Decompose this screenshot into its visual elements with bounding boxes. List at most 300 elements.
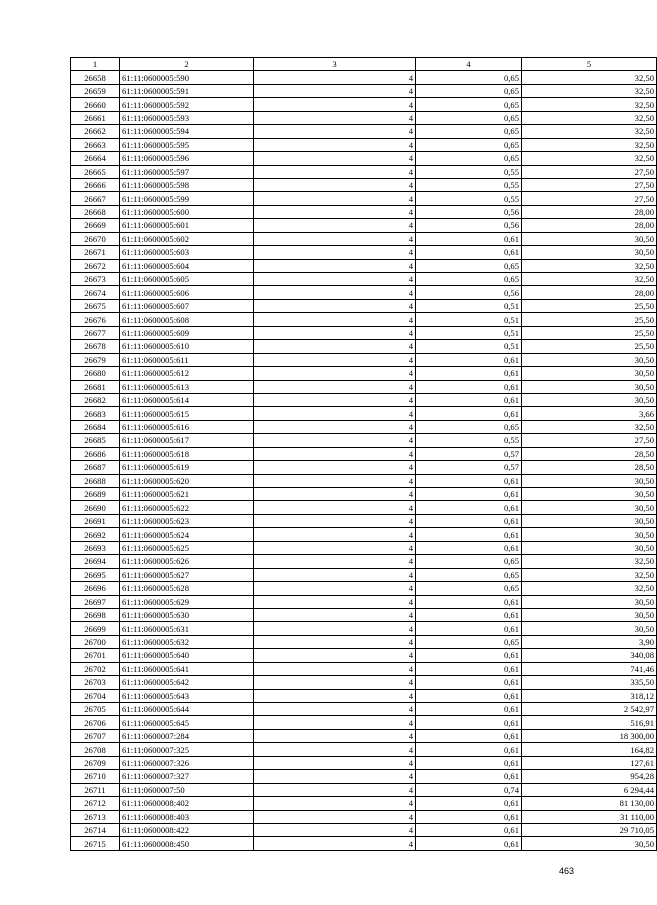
cell-col-3: 4 bbox=[254, 783, 416, 796]
column-header-5: 5 bbox=[522, 58, 657, 71]
cell-col-4: 0,65 bbox=[416, 635, 522, 648]
cell-col-3: 4 bbox=[254, 205, 416, 218]
table-row bbox=[71, 689, 657, 702]
cell-col-4: 0,65 bbox=[416, 125, 522, 138]
cell-col-5: 32,50 bbox=[522, 568, 657, 581]
cell-col-2: 61:11:0600008:422 bbox=[120, 823, 254, 836]
cell-col-3: 4 bbox=[254, 259, 416, 272]
cell-col-5: 32,50 bbox=[522, 273, 657, 286]
cell-col-3: 4 bbox=[254, 340, 416, 353]
column-header-3: 3 bbox=[254, 58, 416, 71]
cell-col-3: 4 bbox=[254, 810, 416, 823]
cell-col-5: 32,50 bbox=[522, 555, 657, 568]
cell-col-4: 0,61 bbox=[416, 703, 522, 716]
cell-col-3: 4 bbox=[254, 219, 416, 232]
cell-col-3: 4 bbox=[254, 232, 416, 245]
cell-col-4: 0,61 bbox=[416, 608, 522, 621]
cell-col-1: 26685 bbox=[71, 434, 120, 447]
cell-col-4: 0,61 bbox=[416, 488, 522, 501]
cell-col-1: 26690 bbox=[71, 501, 120, 514]
cell-col-2: 61:11:0600005:595 bbox=[120, 138, 254, 151]
table-row bbox=[71, 622, 657, 635]
cell-col-5: 27,50 bbox=[522, 192, 657, 205]
cell-col-5: 25,50 bbox=[522, 299, 657, 312]
table-row bbox=[71, 770, 657, 783]
table-row bbox=[71, 635, 657, 648]
cell-col-1: 26680 bbox=[71, 367, 120, 380]
column-header-2: 2 bbox=[120, 58, 254, 71]
cell-col-1: 26676 bbox=[71, 313, 120, 326]
cell-col-3: 4 bbox=[254, 246, 416, 259]
cell-col-3: 4 bbox=[254, 434, 416, 447]
cell-col-2: 61:11:0600005:645 bbox=[120, 716, 254, 729]
cell-col-3: 4 bbox=[254, 125, 416, 138]
cell-col-3: 4 bbox=[254, 138, 416, 151]
cell-col-1: 26713 bbox=[71, 810, 120, 823]
cell-col-3: 4 bbox=[254, 71, 416, 84]
table-row bbox=[71, 729, 657, 742]
cell-col-2: 61:11:0600005:602 bbox=[120, 232, 254, 245]
cell-col-2: 61:11:0600005:644 bbox=[120, 703, 254, 716]
cell-col-5: 18 300,00 bbox=[522, 729, 657, 742]
cell-col-2: 61:11:0600005:597 bbox=[120, 165, 254, 178]
cell-col-5: 32,50 bbox=[522, 259, 657, 272]
cell-col-5: 27,50 bbox=[522, 434, 657, 447]
cell-col-2: 61:11:0600005:600 bbox=[120, 205, 254, 218]
cell-col-5: 27,50 bbox=[522, 178, 657, 191]
column-header-4: 4 bbox=[416, 58, 522, 71]
cell-col-1: 26711 bbox=[71, 783, 120, 796]
cell-col-2: 61:11:0600005:612 bbox=[120, 367, 254, 380]
cell-col-3: 4 bbox=[254, 528, 416, 541]
cell-col-3: 4 bbox=[254, 98, 416, 111]
cell-col-4: 0,61 bbox=[416, 689, 522, 702]
cell-col-4: 0,56 bbox=[416, 286, 522, 299]
cell-col-1: 26687 bbox=[71, 461, 120, 474]
table-row bbox=[71, 676, 657, 689]
cell-col-4: 0,65 bbox=[416, 568, 522, 581]
cell-col-1: 26694 bbox=[71, 555, 120, 568]
cell-col-1: 26704 bbox=[71, 689, 120, 702]
cell-col-3: 4 bbox=[254, 299, 416, 312]
cell-col-5: 30,50 bbox=[522, 232, 657, 245]
cell-col-1: 26675 bbox=[71, 299, 120, 312]
table-row bbox=[71, 353, 657, 366]
table-row bbox=[71, 393, 657, 406]
cell-col-4: 0,61 bbox=[416, 474, 522, 487]
cell-col-2: 61:11:0600005:631 bbox=[120, 622, 254, 635]
cell-col-5: 30,50 bbox=[522, 622, 657, 635]
cell-col-3: 4 bbox=[254, 635, 416, 648]
table-row bbox=[71, 488, 657, 501]
cell-col-4: 0,61 bbox=[416, 528, 522, 541]
cell-col-4: 0,65 bbox=[416, 259, 522, 272]
table-row bbox=[71, 595, 657, 608]
table-row bbox=[71, 461, 657, 474]
cell-col-1: 26673 bbox=[71, 273, 120, 286]
cell-col-1: 26691 bbox=[71, 514, 120, 527]
cell-col-3: 4 bbox=[254, 420, 416, 433]
cell-col-2: 61:11:0600005:641 bbox=[120, 662, 254, 675]
cell-col-4: 0,65 bbox=[416, 152, 522, 165]
cell-col-1: 26663 bbox=[71, 138, 120, 151]
table-row bbox=[71, 434, 657, 447]
table-row bbox=[71, 326, 657, 339]
cell-col-5: 28,00 bbox=[522, 205, 657, 218]
cell-col-1: 26677 bbox=[71, 326, 120, 339]
cell-col-4: 0,56 bbox=[416, 219, 522, 232]
cell-col-1: 26683 bbox=[71, 407, 120, 420]
cell-col-3: 4 bbox=[254, 756, 416, 769]
cell-col-1: 26696 bbox=[71, 582, 120, 595]
cell-col-3: 4 bbox=[254, 837, 416, 850]
cell-col-1: 26658 bbox=[71, 71, 120, 84]
cell-col-1: 26688 bbox=[71, 474, 120, 487]
cell-col-4: 0,61 bbox=[416, 407, 522, 420]
cell-col-1: 26708 bbox=[71, 743, 120, 756]
cell-col-5: 2 542,97 bbox=[522, 703, 657, 716]
cell-col-5: 32,50 bbox=[522, 71, 657, 84]
cell-col-5: 25,50 bbox=[522, 340, 657, 353]
cell-col-5: 32,50 bbox=[522, 582, 657, 595]
cell-col-2: 61:11:0600005:601 bbox=[120, 219, 254, 232]
cell-col-2: 61:11:0600005:642 bbox=[120, 676, 254, 689]
cell-col-3: 4 bbox=[254, 84, 416, 97]
table-row bbox=[71, 662, 657, 675]
cell-col-5: 28,50 bbox=[522, 447, 657, 460]
cell-col-3: 4 bbox=[254, 273, 416, 286]
cell-col-2: 61:11:0600005:619 bbox=[120, 461, 254, 474]
cell-col-5: 3,66 bbox=[522, 407, 657, 420]
cell-col-3: 4 bbox=[254, 770, 416, 783]
table-row bbox=[71, 716, 657, 729]
cell-col-2: 61:11:0600005:608 bbox=[120, 313, 254, 326]
cell-col-3: 4 bbox=[254, 501, 416, 514]
table-row bbox=[71, 299, 657, 312]
cell-col-2: 61:11:0600005:622 bbox=[120, 501, 254, 514]
table-row bbox=[71, 246, 657, 259]
page-number: 463 bbox=[559, 866, 575, 876]
cell-col-3: 4 bbox=[254, 488, 416, 501]
cell-col-5: 29 710,05 bbox=[522, 823, 657, 836]
cell-col-4: 0,61 bbox=[416, 393, 522, 406]
cell-col-3: 4 bbox=[254, 649, 416, 662]
table-row bbox=[71, 420, 657, 433]
cell-col-5: 30,50 bbox=[522, 393, 657, 406]
cell-col-2: 61:11:0600008:403 bbox=[120, 810, 254, 823]
cell-col-3: 4 bbox=[254, 622, 416, 635]
cell-col-3: 4 bbox=[254, 461, 416, 474]
cell-col-2: 61:11:0600005:630 bbox=[120, 608, 254, 621]
cell-col-5: 30,50 bbox=[522, 380, 657, 393]
cell-col-5: 340,08 bbox=[522, 649, 657, 662]
cell-col-2: 61:11:0600008:402 bbox=[120, 797, 254, 810]
cell-col-2: 61:11:0600005:615 bbox=[120, 407, 254, 420]
cell-col-1: 26674 bbox=[71, 286, 120, 299]
cell-col-1: 26684 bbox=[71, 420, 120, 433]
cell-col-1: 26693 bbox=[71, 541, 120, 554]
cell-col-5: 27,50 bbox=[522, 165, 657, 178]
cell-col-4: 0,51 bbox=[416, 340, 522, 353]
table-row bbox=[71, 152, 657, 165]
cell-col-2: 61:11:0600005:596 bbox=[120, 152, 254, 165]
cell-col-3: 4 bbox=[254, 178, 416, 191]
cell-col-4: 0,57 bbox=[416, 461, 522, 474]
table-row bbox=[71, 649, 657, 662]
cell-col-1: 26705 bbox=[71, 703, 120, 716]
table-row bbox=[71, 783, 657, 796]
cell-col-1: 26699 bbox=[71, 622, 120, 635]
cell-col-4: 0,55 bbox=[416, 178, 522, 191]
cell-col-1: 26686 bbox=[71, 447, 120, 460]
table-row bbox=[71, 555, 657, 568]
cell-col-4: 0,61 bbox=[416, 595, 522, 608]
cell-col-1: 26661 bbox=[71, 111, 120, 124]
cell-col-1: 26660 bbox=[71, 98, 120, 111]
cell-col-2: 61:11:0600005:610 bbox=[120, 340, 254, 353]
cell-col-5: 28,00 bbox=[522, 219, 657, 232]
table-row bbox=[71, 797, 657, 810]
table-row bbox=[71, 98, 657, 111]
cell-col-5: 164,82 bbox=[522, 743, 657, 756]
cell-col-4: 0,65 bbox=[416, 84, 522, 97]
cell-col-3: 4 bbox=[254, 689, 416, 702]
cell-col-1: 26695 bbox=[71, 568, 120, 581]
table-row bbox=[71, 111, 657, 124]
cell-col-4: 0,61 bbox=[416, 501, 522, 514]
cell-col-5: 25,50 bbox=[522, 313, 657, 326]
cell-col-3: 4 bbox=[254, 823, 416, 836]
cell-col-2: 61:11:0600005:590 bbox=[120, 71, 254, 84]
cell-col-1: 26670 bbox=[71, 232, 120, 245]
cell-col-1: 26701 bbox=[71, 649, 120, 662]
table-row bbox=[71, 71, 657, 84]
cell-col-3: 4 bbox=[254, 676, 416, 689]
table-row bbox=[71, 219, 657, 232]
cell-col-3: 4 bbox=[254, 326, 416, 339]
cell-col-1: 26707 bbox=[71, 729, 120, 742]
cell-col-5: 32,50 bbox=[522, 125, 657, 138]
cell-col-4: 0,61 bbox=[416, 770, 522, 783]
cell-col-2: 61:11:0600005:620 bbox=[120, 474, 254, 487]
cell-col-5: 3,90 bbox=[522, 635, 657, 648]
cell-col-2: 61:11:0600005:624 bbox=[120, 528, 254, 541]
cell-col-1: 26665 bbox=[71, 165, 120, 178]
cell-col-4: 0,61 bbox=[416, 729, 522, 742]
cell-col-4: 0,74 bbox=[416, 783, 522, 796]
table-row bbox=[71, 541, 657, 554]
table-row bbox=[71, 837, 657, 850]
cell-col-2: 61:11:0600005:632 bbox=[120, 635, 254, 648]
table-row bbox=[71, 608, 657, 621]
cell-col-4: 0,57 bbox=[416, 447, 522, 460]
cell-col-4: 0,61 bbox=[416, 743, 522, 756]
table-header bbox=[71, 58, 657, 71]
cell-col-3: 4 bbox=[254, 743, 416, 756]
cell-col-2: 61:11:0600007:326 bbox=[120, 756, 254, 769]
table-row bbox=[71, 192, 657, 205]
cell-col-2: 61:11:0600005:640 bbox=[120, 649, 254, 662]
cell-col-4: 0,61 bbox=[416, 823, 522, 836]
table-row bbox=[71, 273, 657, 286]
cell-col-1: 26697 bbox=[71, 595, 120, 608]
cell-col-3: 4 bbox=[254, 595, 416, 608]
cell-col-4: 0,61 bbox=[416, 676, 522, 689]
table-row bbox=[71, 259, 657, 272]
cell-col-4: 0,61 bbox=[416, 246, 522, 259]
cell-col-4: 0,61 bbox=[416, 232, 522, 245]
table-row bbox=[71, 380, 657, 393]
cell-col-1: 26672 bbox=[71, 259, 120, 272]
cell-col-1: 26667 bbox=[71, 192, 120, 205]
cell-col-3: 4 bbox=[254, 474, 416, 487]
cell-col-2: 61:11:0600005:616 bbox=[120, 420, 254, 433]
cell-col-2: 61:11:0600005:643 bbox=[120, 689, 254, 702]
cell-col-2: 61:11:0600005:625 bbox=[120, 541, 254, 554]
table-row bbox=[71, 340, 657, 353]
cell-col-2: 61:11:0600005:598 bbox=[120, 178, 254, 191]
cell-col-3: 4 bbox=[254, 192, 416, 205]
table-row bbox=[71, 514, 657, 527]
cell-col-4: 0,61 bbox=[416, 716, 522, 729]
cell-col-4: 0,65 bbox=[416, 71, 522, 84]
cell-col-3: 4 bbox=[254, 407, 416, 420]
cell-col-2: 61:11:0600005:629 bbox=[120, 595, 254, 608]
cell-col-5: 32,50 bbox=[522, 138, 657, 151]
cell-col-2: 61:11:0600005:594 bbox=[120, 125, 254, 138]
cell-col-3: 4 bbox=[254, 380, 416, 393]
cell-col-2: 61:11:0600005:591 bbox=[120, 84, 254, 97]
cell-col-3: 4 bbox=[254, 286, 416, 299]
table-row bbox=[71, 125, 657, 138]
cell-col-4: 0,61 bbox=[416, 797, 522, 810]
cell-col-1: 26698 bbox=[71, 608, 120, 621]
cell-col-5: 30,50 bbox=[522, 514, 657, 527]
cell-col-2: 61:11:0600007:284 bbox=[120, 729, 254, 742]
cell-col-2: 61:11:0600007:327 bbox=[120, 770, 254, 783]
table-row bbox=[71, 823, 657, 836]
cell-col-2: 61:11:0600005:592 bbox=[120, 98, 254, 111]
cell-col-3: 4 bbox=[254, 353, 416, 366]
cell-col-4: 0,61 bbox=[416, 662, 522, 675]
cell-col-2: 61:11:0600005:614 bbox=[120, 393, 254, 406]
cell-col-4: 0,51 bbox=[416, 299, 522, 312]
cell-col-1: 26689 bbox=[71, 488, 120, 501]
cell-col-2: 61:11:0600005:613 bbox=[120, 380, 254, 393]
cell-col-2: 61:11:0600005:617 bbox=[120, 434, 254, 447]
cell-col-1: 26662 bbox=[71, 125, 120, 138]
cell-col-1: 26709 bbox=[71, 756, 120, 769]
cell-col-3: 4 bbox=[254, 152, 416, 165]
cell-col-4: 0,55 bbox=[416, 192, 522, 205]
cell-col-4: 0,51 bbox=[416, 326, 522, 339]
cell-col-1: 26692 bbox=[71, 528, 120, 541]
cell-col-4: 0,65 bbox=[416, 138, 522, 151]
cell-col-4: 0,55 bbox=[416, 434, 522, 447]
cell-col-3: 4 bbox=[254, 111, 416, 124]
table-row bbox=[71, 84, 657, 97]
table-body bbox=[71, 71, 657, 850]
cell-col-3: 4 bbox=[254, 608, 416, 621]
cell-col-1: 26682 bbox=[71, 393, 120, 406]
cell-col-5: 30,50 bbox=[522, 488, 657, 501]
cell-col-5: 32,50 bbox=[522, 420, 657, 433]
cell-col-5: 81 130,00 bbox=[522, 797, 657, 810]
cell-col-3: 4 bbox=[254, 662, 416, 675]
cell-col-3: 4 bbox=[254, 514, 416, 527]
table-row bbox=[71, 582, 657, 595]
cell-col-2: 61:11:0600005:593 bbox=[120, 111, 254, 124]
cell-col-4: 0,61 bbox=[416, 514, 522, 527]
cell-col-5: 32,50 bbox=[522, 152, 657, 165]
cell-col-2: 61:11:0600005:618 bbox=[120, 447, 254, 460]
table-row bbox=[71, 165, 657, 178]
cell-col-5: 335,50 bbox=[522, 676, 657, 689]
header-row bbox=[71, 58, 657, 71]
cell-col-5: 32,50 bbox=[522, 98, 657, 111]
cell-col-1: 26669 bbox=[71, 219, 120, 232]
table-row bbox=[71, 447, 657, 460]
cell-col-2: 61:11:0600005:605 bbox=[120, 273, 254, 286]
cell-col-4: 0,61 bbox=[416, 622, 522, 635]
cell-col-2: 61:11:0600005:604 bbox=[120, 259, 254, 272]
cell-col-1: 26681 bbox=[71, 380, 120, 393]
cell-col-1: 26678 bbox=[71, 340, 120, 353]
cell-col-2: 61:11:0600007:50 bbox=[120, 783, 254, 796]
cell-col-2: 61:11:0600005:603 bbox=[120, 246, 254, 259]
cell-col-3: 4 bbox=[254, 729, 416, 742]
cell-col-4: 0,65 bbox=[416, 582, 522, 595]
table-row bbox=[71, 474, 657, 487]
cell-col-5: 31 110,00 bbox=[522, 810, 657, 823]
cell-col-4: 0,61 bbox=[416, 837, 522, 850]
cell-col-3: 4 bbox=[254, 313, 416, 326]
cell-col-5: 30,50 bbox=[522, 367, 657, 380]
cell-col-1: 26710 bbox=[71, 770, 120, 783]
cell-col-4: 0,61 bbox=[416, 756, 522, 769]
cell-col-3: 4 bbox=[254, 447, 416, 460]
cell-col-5: 30,50 bbox=[522, 353, 657, 366]
cell-col-2: 61:11:0600008:450 bbox=[120, 837, 254, 850]
cell-col-4: 0,61 bbox=[416, 367, 522, 380]
cell-col-5: 28,50 bbox=[522, 461, 657, 474]
cell-col-5: 127,61 bbox=[522, 756, 657, 769]
cell-col-2: 61:11:0600005:627 bbox=[120, 568, 254, 581]
cell-col-4: 0,61 bbox=[416, 649, 522, 662]
cell-col-1: 26715 bbox=[71, 837, 120, 850]
cell-col-3: 4 bbox=[254, 568, 416, 581]
cell-col-5: 28,00 bbox=[522, 286, 657, 299]
cell-col-2: 61:11:0600005:626 bbox=[120, 555, 254, 568]
cell-col-2: 61:11:0600005:599 bbox=[120, 192, 254, 205]
cell-col-2: 61:11:0600005:606 bbox=[120, 286, 254, 299]
cell-col-5: 6 294,44 bbox=[522, 783, 657, 796]
cell-col-3: 4 bbox=[254, 716, 416, 729]
cell-col-2: 61:11:0600005:621 bbox=[120, 488, 254, 501]
cell-col-5: 32,50 bbox=[522, 111, 657, 124]
cell-col-4: 0,51 bbox=[416, 313, 522, 326]
cell-col-5: 954,28 bbox=[522, 770, 657, 783]
table-row bbox=[71, 205, 657, 218]
table-row bbox=[71, 313, 657, 326]
cell-col-3: 4 bbox=[254, 797, 416, 810]
cell-col-3: 4 bbox=[254, 703, 416, 716]
table-row bbox=[71, 568, 657, 581]
cell-col-5: 516,91 bbox=[522, 716, 657, 729]
column-header-1: 1 bbox=[71, 58, 120, 71]
cell-col-1: 26659 bbox=[71, 84, 120, 97]
cell-col-1: 26706 bbox=[71, 716, 120, 729]
